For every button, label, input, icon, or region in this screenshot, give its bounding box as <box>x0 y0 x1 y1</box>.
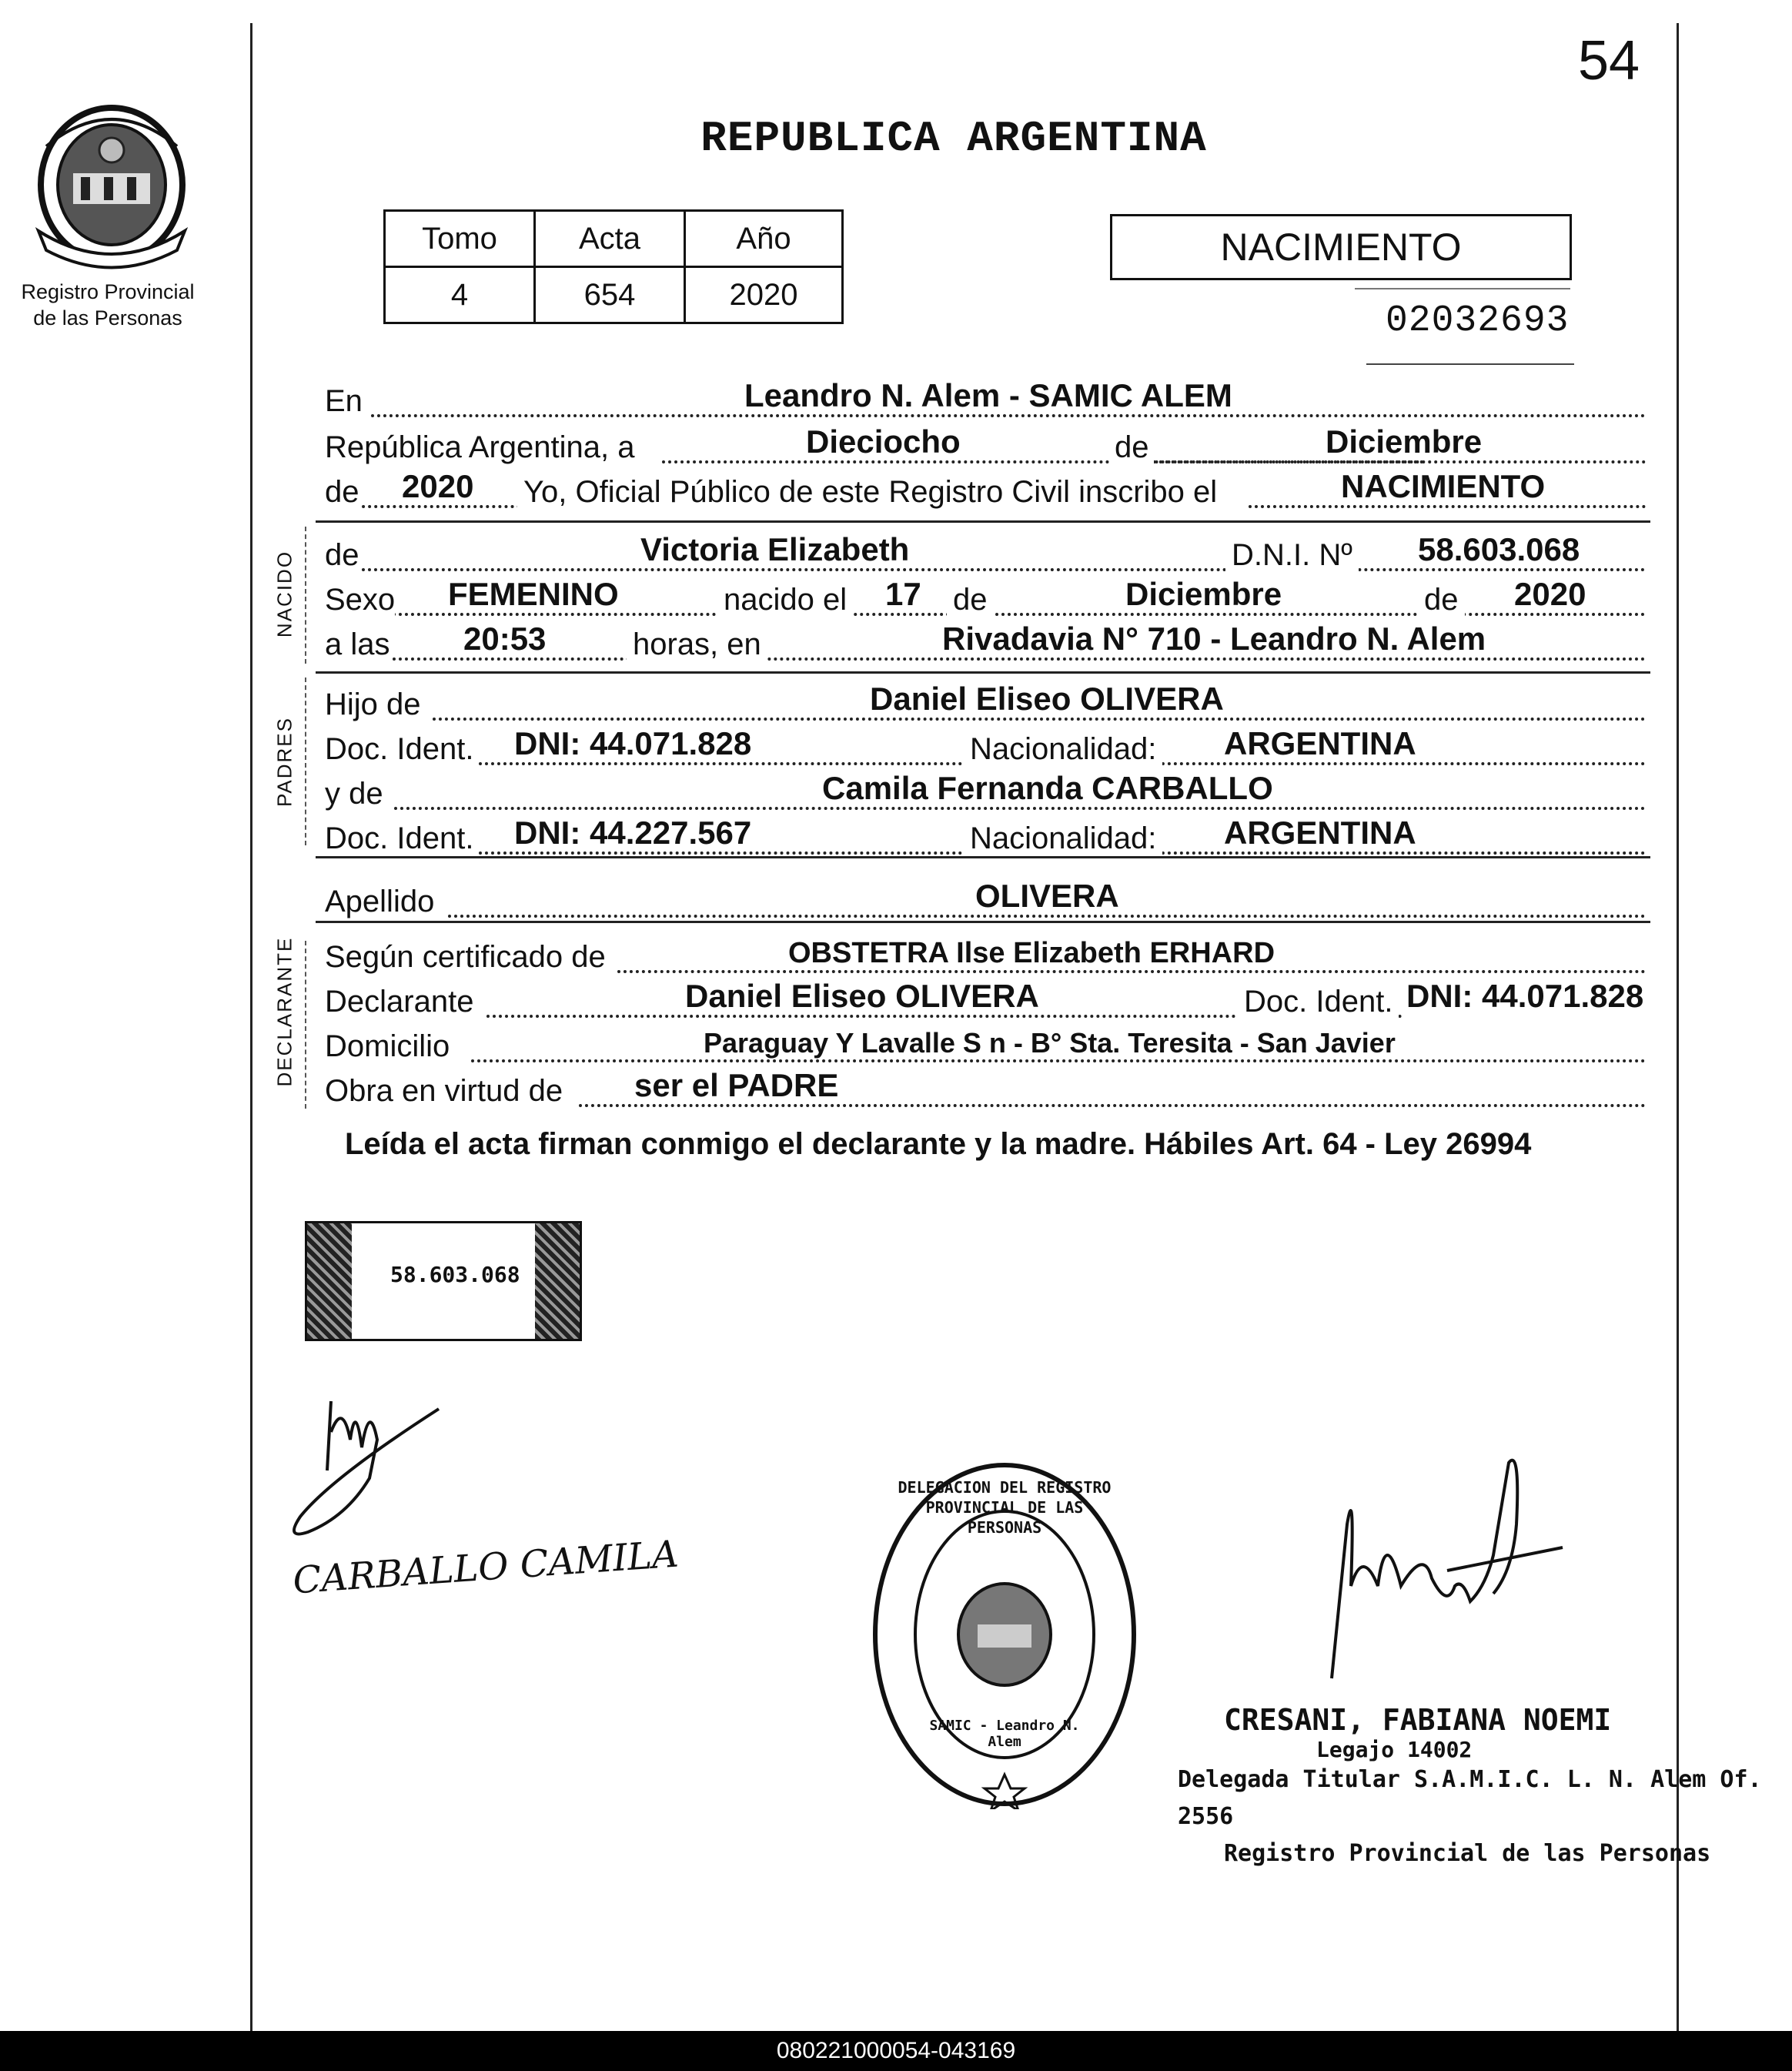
apellido-value: OLIVERA <box>975 878 1119 914</box>
nombre-value: Victoria Elizabeth <box>640 531 910 567</box>
nacionalidad-label-2: Nacionalidad: <box>964 821 1162 856</box>
dotted-line <box>579 1104 1646 1107</box>
footprint-number: 58.603.068 <box>390 1262 520 1287</box>
segun-value: OBSTETRA Ilse Elizabeth ERHARD <box>788 937 1275 969</box>
dni-label: D.N.I. Nº <box>1225 538 1359 573</box>
row-oficial <box>325 468 1646 513</box>
side-label-declarante: DECLARANTE <box>272 936 296 1087</box>
dotted-line <box>394 807 1646 810</box>
acto-value: NACIMIENTO <box>1341 468 1546 504</box>
official-signature <box>1309 1432 1586 1709</box>
oficial-text: Yo, Oficial Público de este Registro Civil inscribo el <box>517 475 1223 510</box>
anio-value: 2020 <box>685 267 843 323</box>
row-padre <box>325 681 1646 725</box>
side-label-nacido: NACIDO <box>272 550 296 638</box>
apellido-label: Apellido <box>325 885 435 918</box>
row-obra <box>325 1067 1646 1112</box>
en-label: En <box>325 384 363 418</box>
row-sexo <box>325 576 1646 621</box>
row-segun <box>325 938 1646 978</box>
row-en <box>325 377 1646 422</box>
declarante-bracket <box>305 941 306 1109</box>
org-name <box>8 279 208 331</box>
dotted-line <box>617 970 1646 973</box>
de-label: de <box>1110 430 1154 465</box>
official-cargo: Delegada Titular S.A.M.I.C. L. N. Alem Of. 2556 <box>1178 1766 1762 1830</box>
stamp-inner-text: SAMIC - Leandro N. Alem <box>929 1718 1080 1750</box>
section-separator <box>316 520 1650 523</box>
country-title: REPUBLICA ARGENTINA <box>700 114 1207 163</box>
de-label-4: de <box>947 583 994 617</box>
nac-anio-value: 2020 <box>1514 576 1586 612</box>
row-padre-doc <box>325 725 1646 770</box>
row-apellido <box>325 878 1646 922</box>
de-label-5: de <box>1418 583 1465 617</box>
nacionalidad-label: Nacionalidad: <box>964 732 1162 767</box>
barcode-footer: 080221000054-043169 <box>0 2031 1792 2071</box>
stamp-ring-text: DELEGACION DEL REGISTRO PROVINCIAL DE LAS PERSONAS <box>898 1478 1112 1537</box>
de-label-2: de <box>325 475 359 509</box>
side-label-padres: PADRES <box>272 717 296 807</box>
nac-mes-value: Diciembre <box>1125 576 1282 612</box>
row-domicilio <box>325 1027 1646 1067</box>
declarante-value: Daniel Eliseo OLIVERA <box>685 978 1039 1014</box>
padre-doc-value: DNI: 44.071.828 <box>514 725 752 761</box>
dotted-line <box>1141 460 1646 463</box>
hijo-de-label: Hijo de <box>325 688 421 721</box>
registry-value-row <box>385 267 843 323</box>
a-las-label: a las <box>325 627 390 661</box>
dotted-line <box>371 414 1646 417</box>
row-nombre <box>325 531 1646 576</box>
official-registro: Registro Provincial de las Personas <box>1224 1840 1711 1867</box>
anio-header: Año <box>685 211 843 267</box>
sexo-value: FEMENINO <box>448 576 619 612</box>
section-separator <box>316 921 1650 923</box>
doc-ident-label: Doc. Ident. <box>325 732 474 766</box>
sexo-label: Sexo <box>325 583 396 617</box>
dotted-line <box>433 718 1646 721</box>
en-value: Leandro N. Alem - SAMIC ALEM <box>744 377 1232 413</box>
horas-en-label: horas, en <box>627 627 767 662</box>
nac-dia-value: 17 <box>885 576 921 612</box>
doc-ident-label-2: Doc. Ident. <box>325 821 474 855</box>
row-republica <box>325 423 1646 468</box>
left-margin-rule <box>250 23 252 2033</box>
record-number: 02032693 <box>1386 300 1570 342</box>
row-madre-doc <box>325 815 1646 859</box>
dia-value: Dieciocho <box>806 423 961 460</box>
segun-label: Según certificado de <box>325 940 606 974</box>
section-separator <box>316 856 1650 858</box>
lugar-value: Rivadavia N° 710 - Leandro N. Alem <box>942 621 1486 657</box>
acta-value: 654 <box>535 267 685 323</box>
padre-value: Daniel Eliseo OLIVERA <box>870 681 1224 717</box>
record-number-rule <box>1366 363 1574 365</box>
y-de-label: y de <box>325 777 383 811</box>
tomo-header: Tomo <box>385 211 535 267</box>
record-number-rule-top <box>1355 288 1570 289</box>
tomo-value: 4 <box>385 267 535 323</box>
declarante-label: Declarante <box>325 985 474 1019</box>
padres-bracket <box>305 678 306 845</box>
official-legajo: Legajo 14002 <box>1316 1737 1473 1762</box>
madre-value: Camila Fernanda CARBALLO <box>822 770 1273 806</box>
madre-nac-value: ARGENTINA <box>1224 815 1416 851</box>
declarante-doc-value: DNI: 44.071.828 <box>1406 978 1644 1014</box>
dotted-line <box>356 568 1646 571</box>
declarante-signature <box>285 1386 462 1547</box>
footprint-right-print <box>535 1223 580 1339</box>
closing-text: Leída el acta firman conmigo el declarante y la madre. Hábiles Art. 64 - Ley 26994 <box>345 1127 1532 1161</box>
page-number: 54 <box>1578 30 1640 92</box>
row-madre <box>325 770 1646 815</box>
org-name-line1: Registro Provincial <box>21 280 195 303</box>
org-name-line2: de las Personas <box>33 306 182 330</box>
registry-header-row <box>385 211 843 267</box>
hora-value: 20:53 <box>463 621 547 657</box>
republica-label: República Argentina, a <box>325 430 635 464</box>
mes-value: Diciembre <box>1326 423 1483 460</box>
anio-value-text: 2020 <box>402 468 474 504</box>
de-label-3: de <box>325 538 359 572</box>
padre-nac-value: ARGENTINA <box>1224 725 1416 761</box>
obra-value: ser el PADRE <box>634 1067 839 1103</box>
mother-signature-name: CARBALLO CAMILA <box>291 1532 680 1603</box>
footprint-left-print <box>307 1223 352 1339</box>
dotted-line <box>1249 505 1646 508</box>
dotted-line <box>386 657 1646 661</box>
madre-doc-value: DNI: 44.227.567 <box>514 815 752 851</box>
official-signature-block <box>1178 1701 1792 1872</box>
section-separator <box>316 671 1650 674</box>
obra-label: Obra en virtud de <box>325 1074 563 1108</box>
nacido-bracket <box>305 527 306 664</box>
nacido-label: nacido el <box>717 583 853 617</box>
footprint-box <box>305 1221 582 1341</box>
dotted-line <box>448 915 1646 918</box>
row-declarante <box>325 978 1646 1022</box>
acta-header: Acta <box>535 211 685 267</box>
official-name: CRESANI, FABIANA NOEMI <box>1224 1703 1612 1737</box>
record-type-box: NACIMIENTO <box>1110 214 1572 280</box>
dotted-line <box>356 505 533 508</box>
official-stamp <box>870 1459 1139 1809</box>
dotted-line <box>471 1059 1646 1062</box>
domicilio-value: Paraguay Y Lavalle S n - B° Sta. Teresita - San Javier <box>704 1027 1396 1059</box>
dni-value: 58.603.068 <box>1418 531 1580 567</box>
row-hora <box>325 621 1646 665</box>
domicilio-label: Domicilio <box>325 1029 450 1063</box>
doc-ident-label-3: Doc. Ident. <box>1238 985 1399 1019</box>
registry-table <box>383 209 844 324</box>
